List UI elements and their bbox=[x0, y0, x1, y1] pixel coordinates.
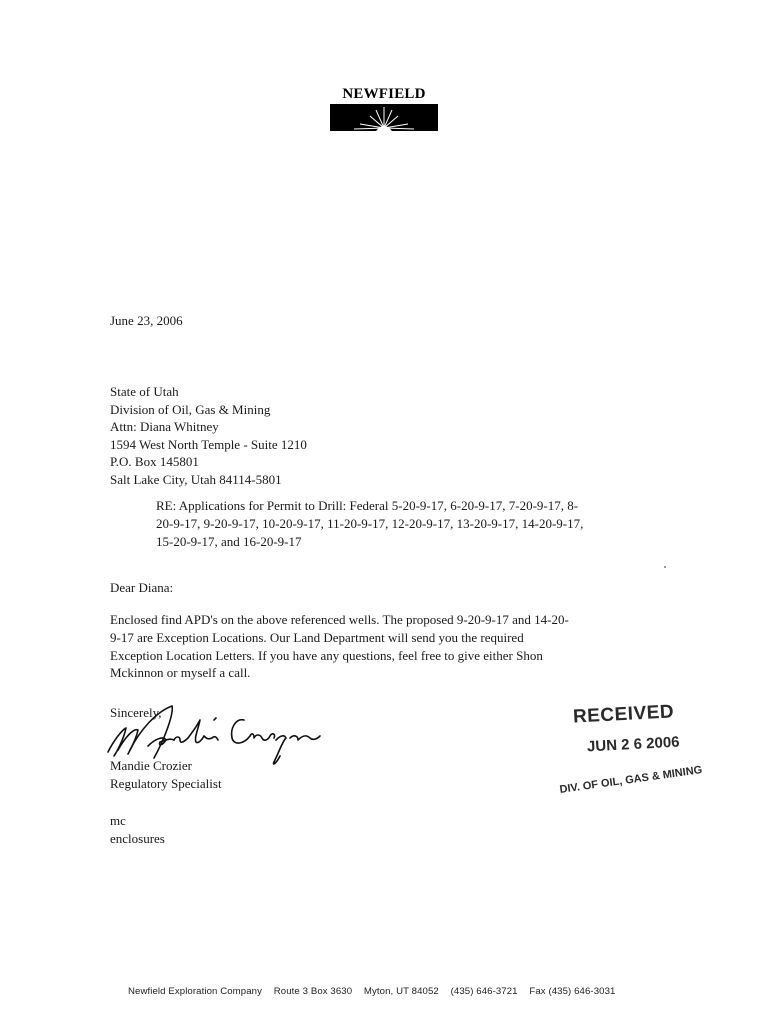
body-line: 9-17 are Exception Locations. Our Land Department will send you the required bbox=[110, 629, 524, 645]
body-line: Mckinnon or myself a call. bbox=[110, 665, 251, 681]
subject-line: RE: Applications for Permit to Drill: Federal 5-20-9-17, 6-20-9-17, 7-20-9-17, 8- bbox=[156, 498, 579, 513]
footer-city: Myton, UT 84052 bbox=[363, 986, 439, 997]
company-logo-sunburst bbox=[330, 104, 438, 131]
body-line: Exception Location Letters. If you have any questions, feel free to give either Shon bbox=[110, 647, 543, 663]
company-logo-text: NEWFIELD bbox=[342, 86, 426, 102]
footer-phone: (435) 646-3721 bbox=[450, 986, 518, 997]
salutation: Dear Diana: bbox=[110, 580, 174, 595]
closing: Sincerely, bbox=[110, 705, 162, 720]
footer-company: Newfield Exploration Company bbox=[128, 986, 262, 997]
stamp-received-label: RECEIVED bbox=[572, 701, 675, 728]
address-line: 1594 West North Temple - Suite 1210 bbox=[110, 436, 307, 452]
address-line: Salt Lake City, Utah 84114-5801 bbox=[110, 471, 282, 487]
address-line: P.O. Box 145801 bbox=[110, 454, 199, 470]
address-line: Attn: Diana Whitney bbox=[110, 419, 219, 435]
body-line: Enclosed find APD's on the above referenced wells. The proposed 9-20-9-17 and 14-20- bbox=[110, 612, 569, 627]
footer-fax: Fax (435) 646-3031 bbox=[529, 986, 616, 997]
subject-line: 15-20-9-17, and 16-20-9-17 bbox=[156, 534, 302, 549]
typist-initials: mc bbox=[110, 813, 126, 828]
received-stamp bbox=[555, 698, 725, 808]
letter-date: June 23, 2006 bbox=[110, 313, 183, 328]
stamp-date: JUN 2 6 2006 bbox=[586, 733, 680, 756]
footer-address: Route 3 Box 3630 bbox=[273, 986, 353, 997]
letterhead-footer bbox=[128, 986, 624, 997]
subject-line: 20-9-17, 9-20-9-17, 10-20-9-17, 11-20-9-17, 12-20-9-17, 13-20-9-17, 14-20-9-17, bbox=[156, 516, 584, 531]
recipient-address bbox=[110, 383, 307, 489]
sunburst-icon bbox=[330, 104, 438, 131]
signer-title: Regulatory Specialist bbox=[110, 776, 222, 791]
enclosures-note: enclosures bbox=[110, 831, 165, 846]
address-line: State of Utah bbox=[110, 384, 179, 399]
scan-speck bbox=[664, 566, 666, 568]
signer-name: Mandie Crozier bbox=[110, 758, 192, 773]
address-line: Division of Oil, Gas & Mining bbox=[110, 401, 271, 417]
subject-block bbox=[156, 497, 661, 551]
letter-body bbox=[110, 611, 670, 682]
stamp-division: DIV. OF OIL, GAS & MINING bbox=[558, 764, 703, 796]
